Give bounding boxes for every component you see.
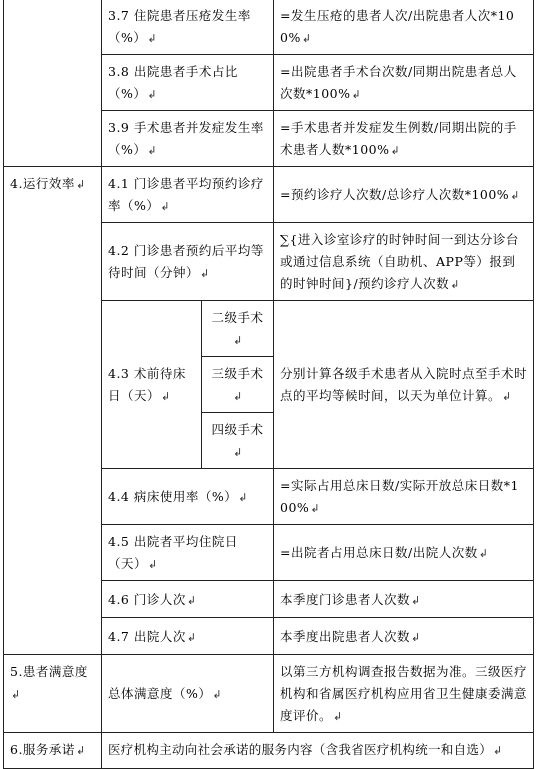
paragraph-mark: ↲: [233, 390, 243, 403]
indicator-name-text: 3.7 住院患者压疮发生率（%）: [108, 8, 251, 45]
paragraph-mark: ↲: [411, 630, 421, 644]
indicator-definition: [274, 469, 534, 525]
table-row: [4, 0, 534, 55]
indicator-definition-text: ∑{进入诊室诊疗的时钟时间一到达分诊台或通过信息系统（自助机、APP等）报到的时钟时间}/预约诊疗人次数: [280, 232, 519, 291]
indicator-definition: [274, 581, 534, 618]
table-row: [4, 655, 534, 733]
category-label: 4.运行效率: [10, 176, 75, 191]
paragraph-mark: ↲: [75, 744, 86, 757]
table-row: [4, 167, 534, 223]
surgery-level-cell: [202, 413, 274, 469]
service-commitment-cell: [102, 733, 534, 769]
paragraph-mark: ↲: [450, 278, 460, 291]
paragraph-mark: ↲: [233, 446, 243, 459]
indicator-definition-text: =发生压疮的患者人次/出院患者人次*100%: [280, 8, 515, 45]
indicator-name-text: 4.7 出院人次: [108, 628, 186, 644]
indicator-definition-text: =出院者占用总床日数/出院人次数: [280, 545, 478, 560]
indicator-name: [102, 111, 274, 167]
indicator-name: [102, 469, 274, 525]
indicator-name-text: 4.6 门诊人次: [108, 591, 186, 607]
paragraph-mark: ↲: [160, 200, 171, 213]
category-cell-satisfaction: [4, 655, 102, 733]
paragraph-mark: ↲: [238, 491, 248, 504]
hospital-metrics-table: [3, 0, 534, 769]
surgery-level-cell: [202, 357, 274, 413]
category-cell-efficiency: [4, 167, 102, 655]
paragraph-mark: ↲: [212, 688, 223, 701]
indicator-definition-text: 以第三方机构调查报告数据为准。三级医疗机构和省属医疗机构应用省卫生健康委满意度评价。: [280, 664, 528, 723]
paragraph-mark: ↲: [390, 144, 401, 157]
category-cell-3: [4, 0, 102, 167]
paragraph-mark: ↲: [333, 710, 343, 723]
indicator-definition-text: =手术患者并发症发生例数/同期出院的手术患者人数*100%: [280, 120, 517, 157]
paragraph-mark: ↲: [200, 267, 210, 280]
surgery-level-label: 四级手术: [211, 422, 264, 437]
paragraph-mark: ↲: [478, 547, 489, 560]
paragraph-mark: ↲: [411, 593, 421, 607]
category-label: 5.患者满意度: [10, 664, 88, 679]
indicator-definition-text: =实际占用总床日数/实际开放总床日数*100%: [280, 478, 519, 515]
indicator-definition-text: =出院患者手术台次数/同期出院患者总人次数*100%: [280, 64, 517, 101]
indicator-definition: [274, 525, 534, 581]
indicator-definition: [274, 167, 534, 223]
indicator-name-text: 4.1 门诊患者平均预约诊疗率（%）: [108, 176, 264, 213]
surgery-level-label: 二级手术: [211, 310, 264, 325]
paragraph-mark: ↲: [502, 390, 512, 403]
category-cell-service: [4, 733, 102, 769]
paragraph-mark: ↲: [301, 32, 312, 45]
indicator-definition-text: 本季度门诊患者人次数: [280, 591, 411, 607]
paragraph-mark: ↲: [510, 189, 520, 202]
category-label: 6.服务承诺: [10, 742, 75, 757]
indicator-definition: [274, 111, 534, 167]
indicator-name: [102, 223, 274, 301]
indicator-definition: [274, 55, 534, 111]
indicator-name: [102, 167, 274, 223]
indicator-name-text: 3.8 出院患者手术占比（%）: [108, 64, 238, 101]
indicator-definition: [274, 655, 534, 733]
indicator-definition-text: 分别计算各级手术患者从入院时点至手术时点的平均等候时间，以天为单位计算。: [280, 366, 528, 403]
service-commitment-text: 医疗机构主动向社会承诺的服务内容（含我省医疗机构统一和自选）: [108, 742, 493, 757]
paragraph-mark: ↲: [186, 593, 197, 607]
indicator-name: [102, 618, 274, 655]
indicator-name-text: 4.5 出院者平均住院日（天）: [108, 534, 238, 571]
indicator-name-text: 总体满意度（%）: [108, 686, 212, 701]
paragraph-mark: ↲: [493, 744, 503, 757]
paragraph-mark: ↲: [147, 32, 158, 45]
indicator-name-text: 3.9 手术患者并发症发生率（%）: [108, 120, 264, 157]
indicator-definition: [274, 618, 534, 655]
indicator-name: [102, 301, 202, 469]
indicator-name: [102, 525, 274, 581]
paragraph-mark: ↲: [147, 144, 158, 157]
paragraph-mark: ↲: [161, 390, 171, 403]
table-row: [4, 733, 534, 769]
paragraph-mark: ↲: [148, 558, 158, 571]
indicator-definition: [274, 301, 534, 469]
indicator-name: [102, 0, 274, 55]
indicator-definition: [274, 0, 534, 55]
indicator-name-text: 4.4 病床使用率（%）: [108, 489, 238, 504]
indicator-name: [102, 655, 274, 733]
indicator-name-text: 4.2 门诊患者预约后平均等待时间（分钟）: [108, 243, 264, 280]
paragraph-mark: ↲: [11, 688, 21, 701]
paragraph-mark: ↲: [75, 178, 86, 191]
paragraph-mark: ↲: [147, 88, 158, 101]
paragraph-mark: ↲: [310, 502, 321, 515]
indicator-name-text: 4.3 术前待床日（天）: [108, 366, 186, 403]
paragraph-mark: ↲: [351, 88, 362, 101]
paragraph-mark: ↲: [233, 334, 243, 347]
indicator-definition: [274, 223, 534, 301]
indicator-definition-text: =预约诊疗人次数/总诊疗人次数*100%: [280, 187, 510, 202]
surgery-level-cell: [202, 301, 274, 357]
paragraph-mark: ↲: [186, 630, 197, 644]
indicator-name: [102, 581, 274, 618]
indicator-definition-text: 本季度出院患者人次数: [280, 628, 411, 644]
surgery-level-label: 三级手术: [211, 366, 264, 381]
indicator-name: [102, 55, 274, 111]
